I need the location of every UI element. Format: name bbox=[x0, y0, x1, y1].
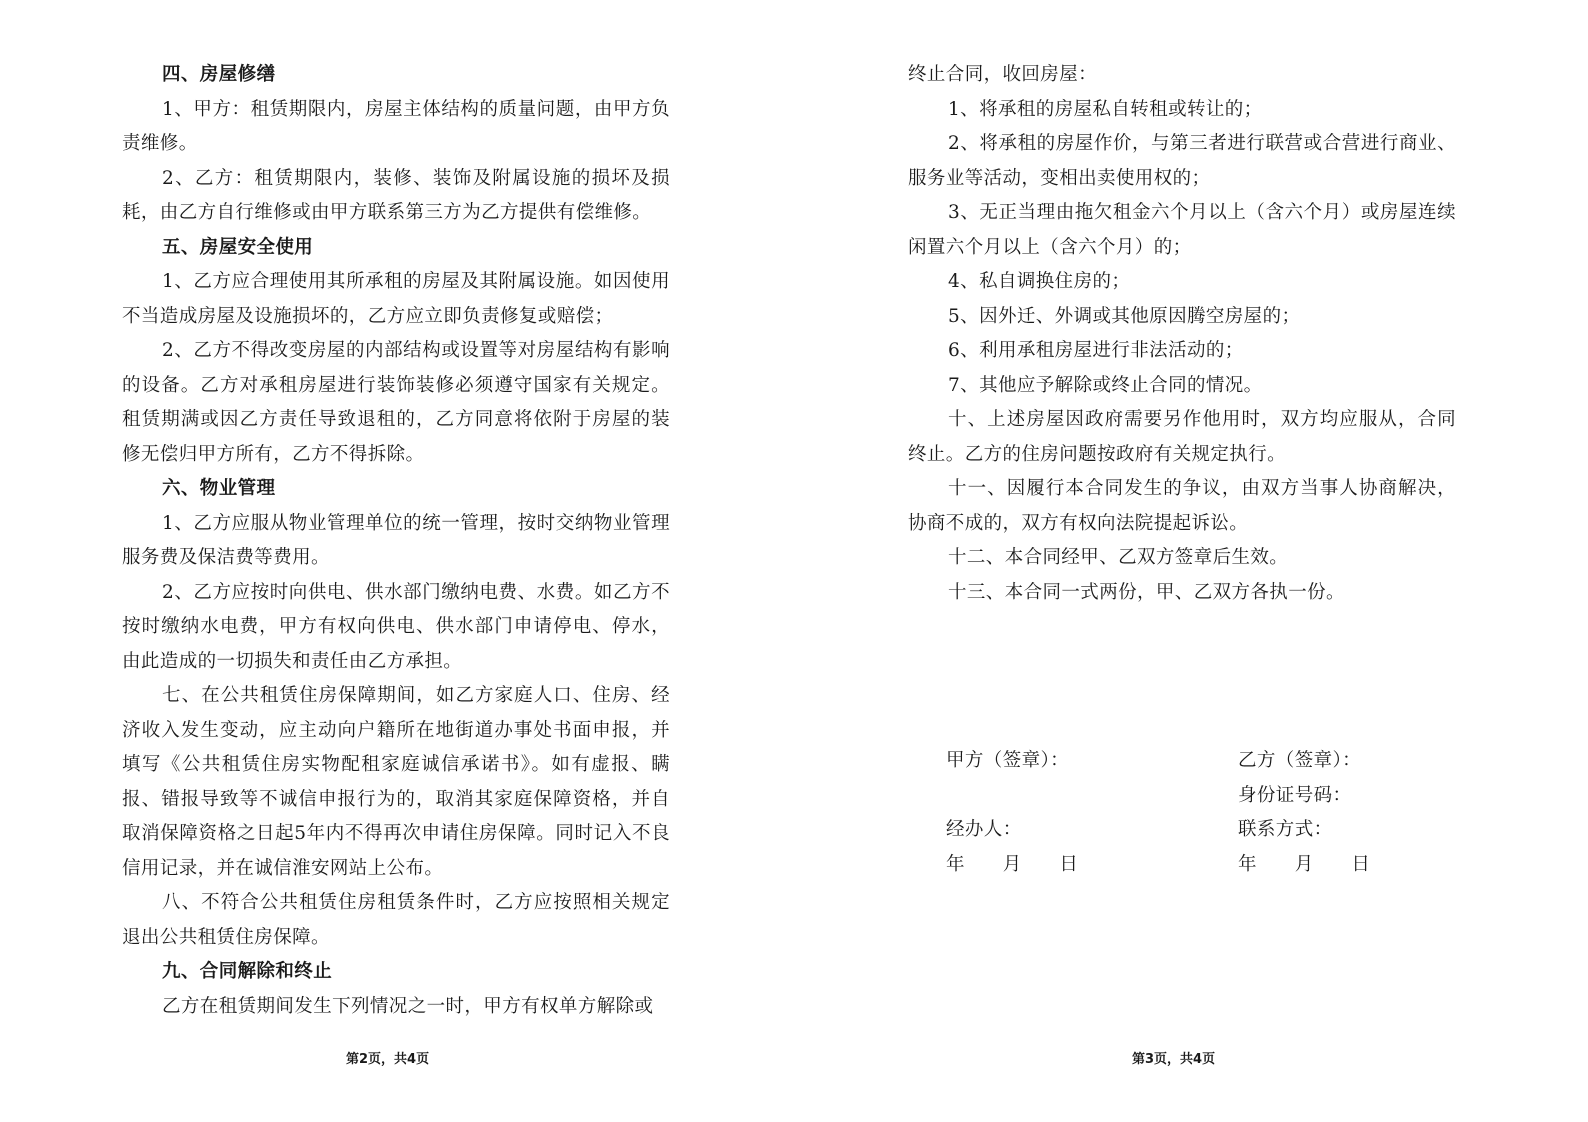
paragraph: 十、上述房屋因政府需要另作他用时，双方均应服从，合同终止。乙方的住房问题按政府有关规定执行。 bbox=[908, 409, 1456, 465]
party-a-seal-label: 甲方（签章）： bbox=[946, 750, 1070, 771]
signature-block-party-b bbox=[1238, 744, 1370, 882]
party-b-date: 年 月 日 bbox=[1238, 853, 1371, 875]
party-a-blank-line bbox=[946, 779, 1078, 814]
paragraph: 1、甲方：租赁期限内，房屋主体结构的质量问题，由甲方负责维修。 bbox=[122, 98, 670, 154]
party-b-id-number-label: 身份证号码： bbox=[1238, 784, 1352, 806]
paragraph: 2、乙方不得改变房屋的内部结构或设置等对房屋结构有影响的设备。乙方对承租房屋进行装饰装修必须遵守国家有关规定。租赁期满或因乙方责任导致退租的，乙方同意将依附于房屋的装修无偿归甲方所有，乙方不得拆除。 bbox=[122, 340, 670, 465]
page-number-left: 第2页，共4页 bbox=[346, 1052, 430, 1067]
list-item: 3、无正当理由拖欠租金六个月以上（含六个月）或房屋连续闲置六个月以上（含六个月）的； bbox=[908, 202, 1456, 258]
list-item: 4、私自调换住房的； bbox=[948, 271, 1131, 292]
left-page-body bbox=[122, 58, 670, 1024]
list-item: 7、其他应予解除或终止合同的情况。 bbox=[948, 374, 1263, 396]
paragraph: 七、在公共租赁住房保障期间，如乙方家庭人口、住房、经济收入发生变动，应主动向户籍所在地街道办事处书面申报，并填写《公共租赁住房实物配租家庭诚信承诺书》。如有虚报、瞒报、错报导致等不诚信申报行为的，取消其家庭保障资格，并自取消保障资格之日起5年内不得再次申请住房保障。同时记入不良信用记录，并在诚信淮安网站上公布。 bbox=[122, 685, 670, 879]
section-heading-termination: 九、合同解除和终止 bbox=[162, 961, 333, 982]
list-item: 1、将承租的房屋私自转租或转让的； bbox=[948, 98, 1263, 120]
right-page-body bbox=[908, 58, 1456, 610]
section-heading-repair: 四、房屋修缮 bbox=[162, 64, 276, 85]
list-item: 2、将承租的房屋作价，与第三者进行联营或合营进行商业、服务业等活动，变相出卖使用权的； bbox=[908, 133, 1456, 189]
paragraph: 1、乙方应服从物业管理单位的统一管理，按时交纳物业管理服务费及保洁费等费用。 bbox=[122, 512, 670, 568]
paragraph: 十三、本合同一式两份，甲、乙双方各执一份。 bbox=[948, 581, 1345, 603]
paragraph: 1、乙方应合理使用其所承租的房屋及其附属设施。如因使用不当造成房屋及设施损坏的，乙方应立即负责修复或赔偿； bbox=[122, 271, 670, 327]
paragraph: 十二、本合同经甲、乙双方签章后生效。 bbox=[948, 547, 1289, 568]
party-a-agent-label: 经办人： bbox=[946, 819, 1022, 840]
party-b-seal-label: 乙方（签章）： bbox=[1238, 750, 1362, 771]
paragraph: 八、不符合公共租赁住房租赁条件时，乙方应按照相关规定退出公共租赁住房保障。 bbox=[122, 892, 670, 948]
section-heading-property-management: 六、物业管理 bbox=[162, 478, 276, 499]
list-item: 5、因外迁、外调或其他原因腾空房屋的； bbox=[948, 305, 1301, 327]
page-number-right: 第3页，共4页 bbox=[1132, 1052, 1216, 1067]
list-item: 6、利用承租房屋进行非法活动的； bbox=[948, 340, 1244, 361]
section-heading-safety: 五、房屋安全使用 bbox=[162, 236, 314, 258]
paragraph: 2、乙方：租赁期限内，装修、装饰及附属设施的损坏及损耗，由乙方自行维修或由甲方联系第三方为乙方提供有偿维修。 bbox=[122, 167, 670, 223]
signature-block-party-a bbox=[946, 744, 1078, 882]
party-a-date: 年 月 日 bbox=[946, 853, 1079, 875]
paragraph: 2、乙方应按时向供电、供水部门缴纳电费、水费。如乙方不按时缴纳水电费，甲方有权向供电、供水部门申请停电、停水，由此造成的一切损失和责任由乙方承担。 bbox=[122, 581, 670, 672]
paragraph: 十一、因履行本合同发生的争议，由双方当事人协商解决，协商不成的，双方有权向法院提起诉讼。 bbox=[908, 478, 1456, 534]
party-b-contact-label: 联系方式： bbox=[1238, 819, 1333, 840]
paragraph: 乙方在租赁期间发生下列情况之一时，甲方有权单方解除或 bbox=[162, 995, 654, 1017]
paragraph-continuation: 终止合同，收回房屋： bbox=[908, 64, 1098, 85]
